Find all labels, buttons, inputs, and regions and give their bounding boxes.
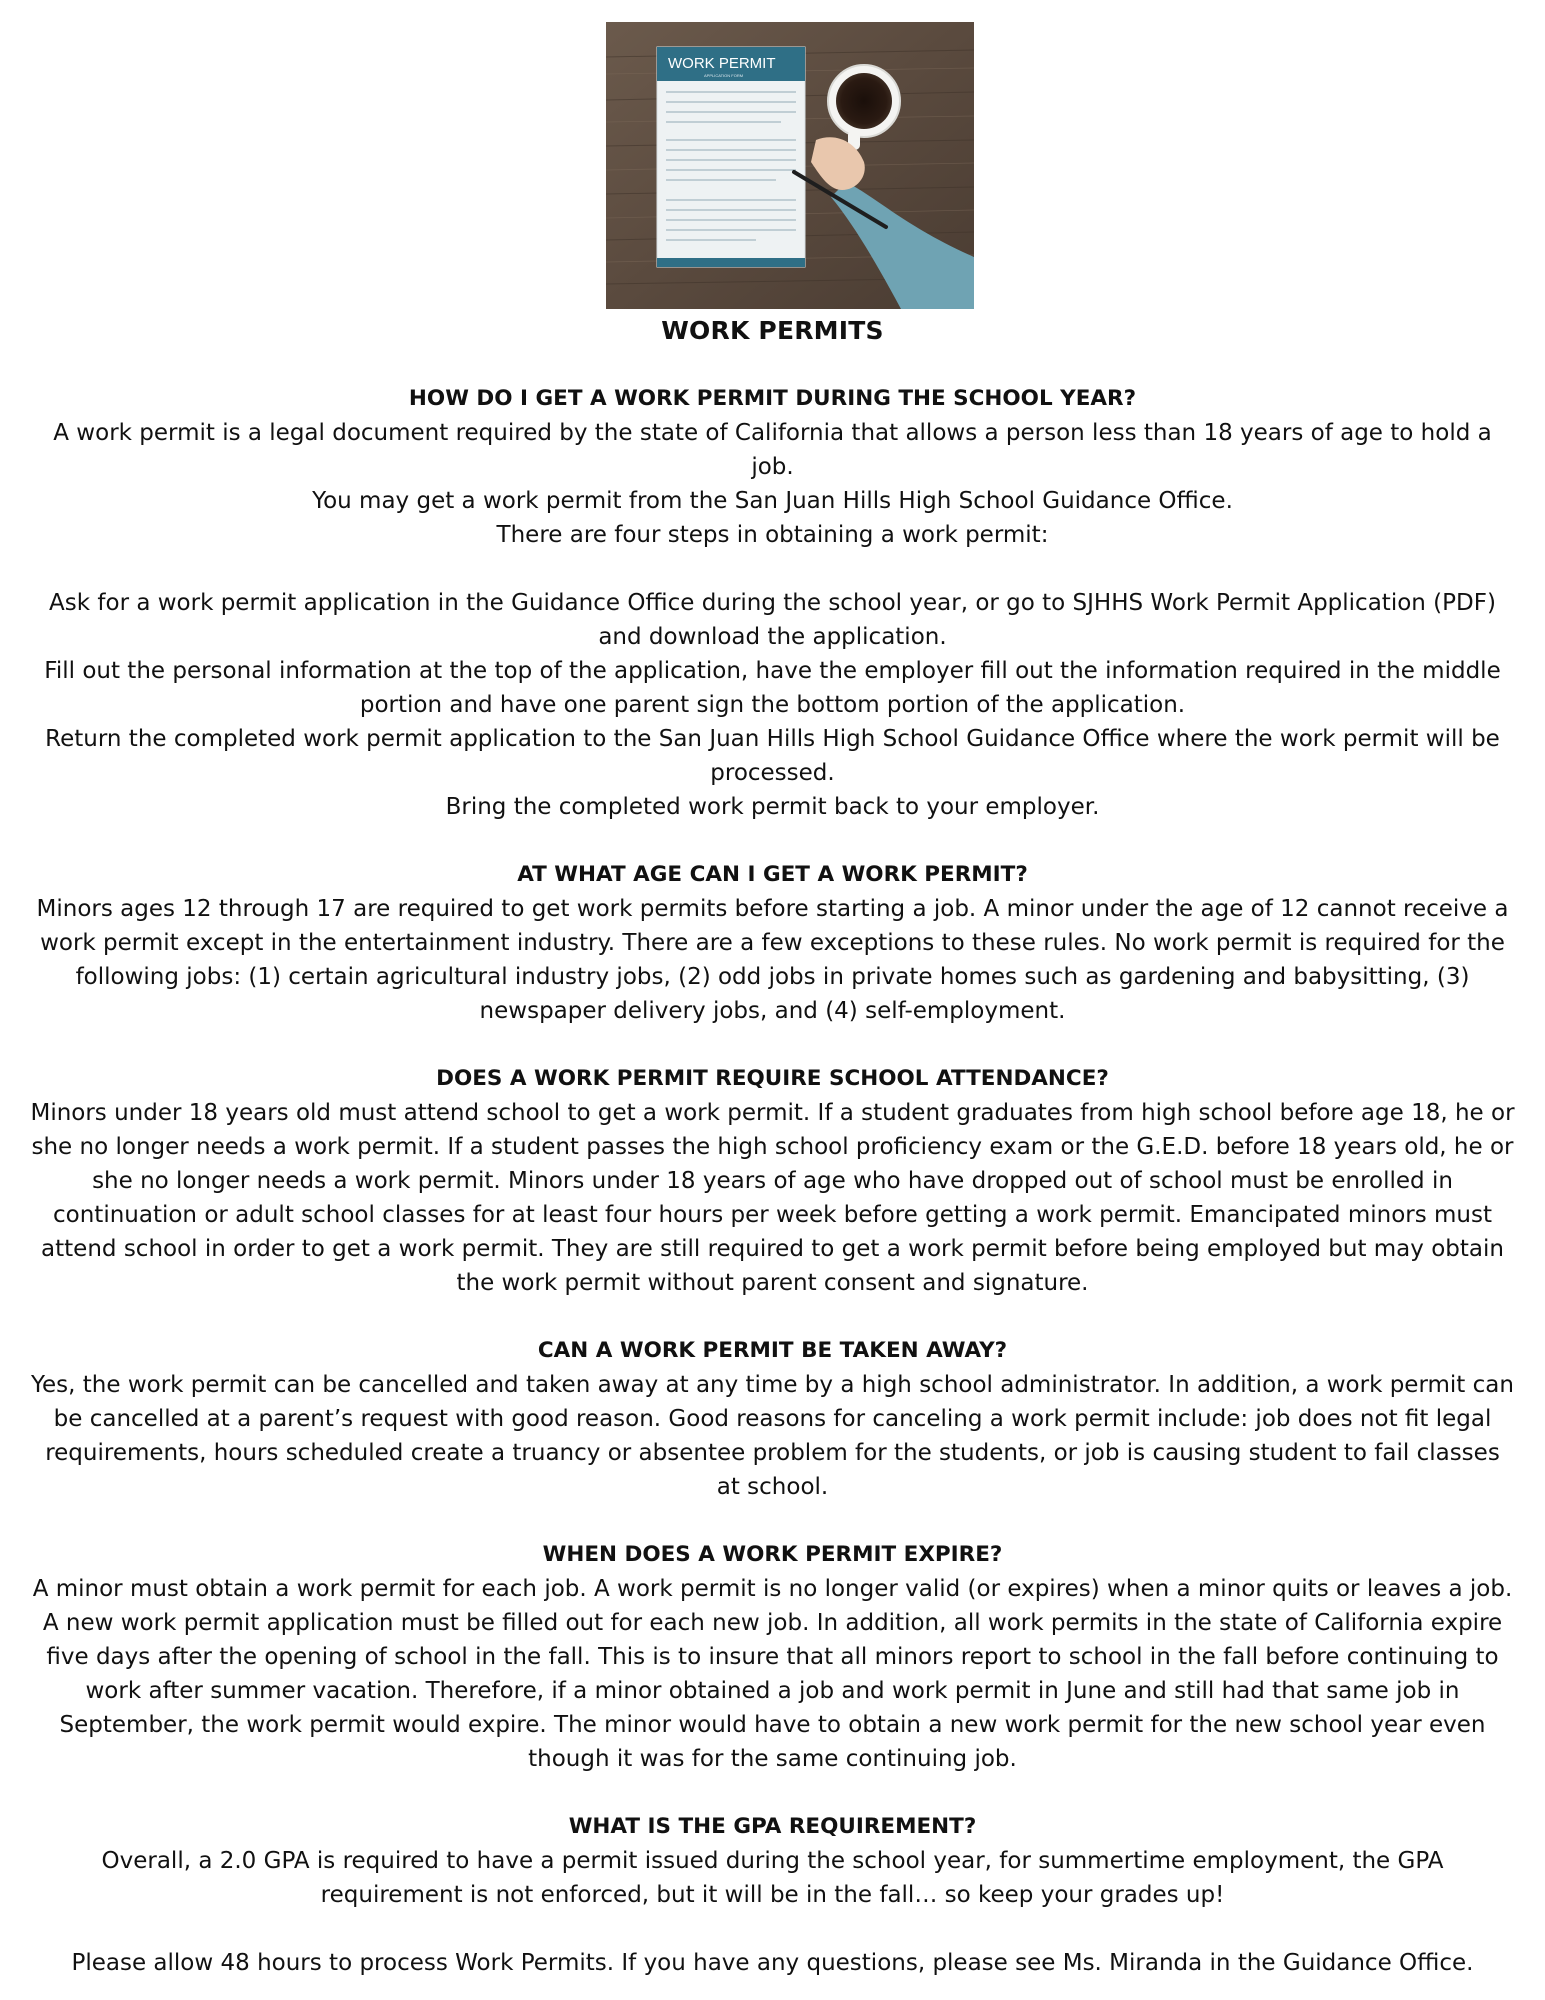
paragraph: There are four steps in obtaining a work permit: [496, 522, 1049, 548]
step-item: Ask for a work permit application in the Guidance Office during the school year, or go to SJHHS Work Permit Application (PDF) and download the application. [49, 590, 1496, 650]
footer-note: Please allow 48 hours to process Work Permits. If you have any questions, please see Ms. Miranda in the Guidance Office. [71, 1950, 1474, 1976]
form-title-text: WORK PERMIT [668, 55, 776, 72]
section-expire [30, 1538, 1515, 1776]
paragraph: Overall, a 2.0 GPA is required to have a permit issued during the school year, for summertime employment, the GPA requirement is not enforced, but it will be in the fall… so keep your grades up! [101, 1848, 1444, 1908]
paragraph: A minor must obtain a work permit for each job. A work permit is no longer valid (or expires) when a minor quits or leaves a job. A new work permit application must be filled out for each new job. In addition, all work permits in the state of California expire five days after the opening of school in the fall. This is to insure that all minors report to school in the fall before continuing to work after summer vacation. Therefore, if a minor obtained a job and work permit in June and still had that same job in September, the work permit would expire. The minor would have to obtain a new work permit for the new school year even though it was for the same continuing job. [32, 1576, 1513, 1772]
document-content [30, 314, 1515, 1980]
steps-list [30, 586, 1515, 824]
page-title: WORK PERMITS [661, 316, 884, 345]
paragraph: Minors under 18 years old must attend school to get a work permit. If a student graduates from high school before age 18, he or she no longer needs a work permit. If a student passes the high school proficiency exam or the G.E.D. before 18 years old, he or she no longer needs a work permit. Minors under 18 years of age who have dropped out of school must be enrolled in continuation or adult school classes for at least four hours per week before getting a work permit. Emancipated minors must attend school in order to get a work permit. They are still required to get a work permit before being employed but may obtain the work permit without parent consent and signature. [30, 1100, 1515, 1296]
section-age [30, 858, 1515, 1028]
paragraph: Yes, the work permit can be cancelled and taken away at any time by a high school administrator. In addition, a work permit can be cancelled at a parent’s request with good reason. Good reasons for canceling a work permit include: job does not fit legal requirements, hours scheduled create a truancy or absentee problem for the students, or job is causing student to fail classes at school. [31, 1372, 1514, 1500]
section-heading: WHAT IS THE GPA REQUIREMENT? [568, 1814, 977, 1839]
step-item: Bring the completed work permit back to your employer. [445, 794, 1100, 820]
section-taken-away [30, 1334, 1515, 1504]
section-attendance [30, 1062, 1515, 1300]
form-subtitle-text: APPLICATION FORM [704, 73, 744, 78]
step-item: Return the completed work permit application to the San Juan Hills High School Guidance Office where the work permit will be processed. [45, 726, 1500, 786]
section-heading: CAN A WORK PERMIT BE TAKEN AWAY? [537, 1338, 1008, 1363]
step-item: Fill out the personal information at the top of the application, have the employer fill out the information required in the middle portion and have one parent sign the bottom portion of the application. [44, 658, 1501, 718]
section-heading: AT WHAT AGE CAN I GET A WORK PERMIT? [517, 862, 1028, 887]
section-how-to-get [30, 382, 1515, 824]
section-gpa [30, 1810, 1515, 1912]
paragraph: Minors ages 12 through 17 are required to get work permits before starting a job. A minor under the age of 12 cannot receive a work permit except in the entertainment industry. There are a few exceptions to these rules. No work permit is required for the following jobs: (1) certain agricultural industry jobs, (2) odd jobs in private homes such as gardening and babysitting, (3) newspaper delivery jobs, and (4) self-employment. [36, 896, 1509, 1024]
paragraph: You may get a work permit from the San Juan Hills High School Guidance Office. [312, 488, 1233, 514]
paragraph: A work permit is a legal document required by the state of California that allows a person less than 18 years of age to hold a job. [53, 420, 1492, 480]
section-heading: DOES A WORK PERMIT REQUIRE SCHOOL ATTENDANCE? [436, 1066, 1109, 1091]
work-permit-photo [606, 22, 974, 309]
section-heading: HOW DO I GET A WORK PERMIT DURING THE SCHOOL YEAR? [408, 386, 1137, 411]
section-heading: WHEN DOES A WORK PERMIT EXPIRE? [542, 1542, 1003, 1567]
